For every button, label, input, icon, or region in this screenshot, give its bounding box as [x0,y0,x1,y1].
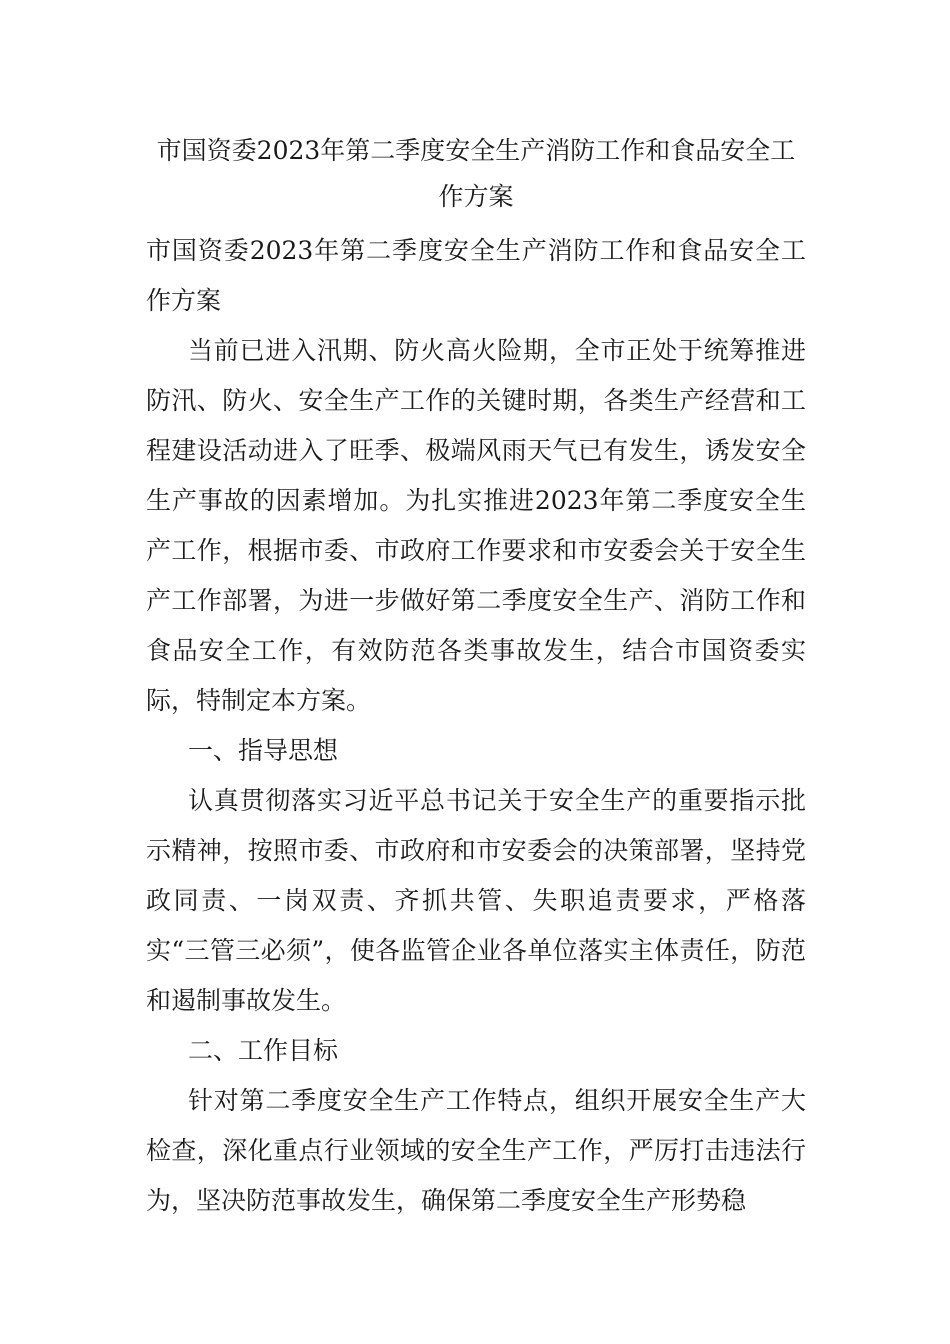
document-body [146,226,806,1226]
repeated-title-paragraph: 市国资委2023年第二季度安全生产消防工作和食品安全工作方案 [146,236,806,315]
work-goals-paragraph: 针对第二季度安全生产工作特点，组织开展安全生产大检查，深化重点行业领域的安全生产工作，严厉打击违法行为，坚决防范事故发生，确保第二季度安全生产形势稳 [146,1086,806,1215]
document-title: 市国资委2023年第二季度安全生产消防工作和食品安全工作方案 [156,136,796,211]
section-heading-guiding-thought: 一、指导思想 [188,736,339,765]
section-heading-work-goals: 二、工作目标 [188,1036,339,1065]
intro-paragraph: 当前已进入汛期、防火高火险期，全市正处于统筹推进防汛、防火、安全生产工作的关键时期，各类生产经营和工程建设活动进入了旺季、极端风雨天气已有发生，诱发安全生产事故的因素增加。为扎实推进2023年第二季度安全生产工作，根据市委、市政府工作要求和市安委会关于安全生产工作部署，为进一步做好第二季度安全生产、消防工作和食品安全工作，有效防范各类事故发生，结合市国资委实际，特制定本方案。 [146,336,806,715]
guiding-thought-paragraph: 认真贯彻落实习近平总书记关于安全生产的重要指示批示精神，按照市委、市政府和市安委会的决策部署，坚持党政同责、一岗双责、齐抓共管、失职追责要求，严格落实“三管三必须”，使各监管企业各单位落实主体责任，防范和遏制事故发生。 [146,786,806,1015]
